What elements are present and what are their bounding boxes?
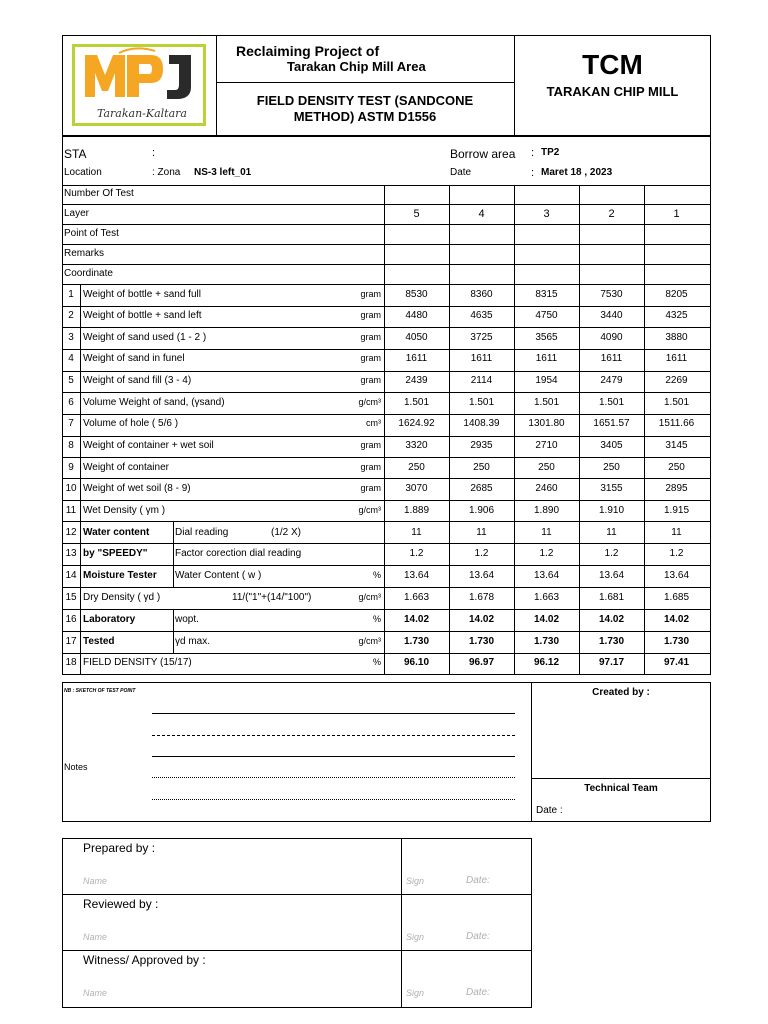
row-unit: % [372, 570, 381, 580]
technical-team-label: Technical Team [584, 783, 658, 794]
row-description: Weight of bottle + sand left [83, 310, 202, 321]
row-value: 4635 [470, 310, 493, 321]
row-value: 13.64 [533, 570, 560, 581]
row-group-label: Moisture Tester [83, 570, 157, 581]
row-unit: % [372, 614, 381, 624]
row-description: Volume of hole ( 5/6 ) [83, 418, 179, 429]
row-number: 7 [68, 418, 74, 429]
date-colon: : [531, 167, 535, 179]
row-value: 1.906 [468, 505, 495, 516]
row-value: 1.915 [663, 505, 690, 516]
row-value: 1.663 [533, 592, 560, 603]
row-value: 11 [476, 527, 487, 538]
remarks-label: Remarks [64, 248, 105, 259]
borrow-area-colon: : [531, 147, 535, 159]
row-value: 2439 [405, 375, 428, 386]
reviewed-name-field[interactable]: Name [83, 932, 108, 942]
reviewed-by-label: Reviewed by : [83, 897, 159, 911]
sta-label: STA [64, 147, 87, 161]
row-number: 1 [68, 289, 74, 300]
row-value: 4090 [600, 332, 623, 343]
notes-line-1 [152, 713, 515, 714]
notes-line-2 [152, 735, 515, 736]
prepared-by-label: Prepared by : [83, 841, 156, 855]
row-value: 96.12 [533, 657, 560, 668]
row-number: 17 [65, 636, 77, 647]
sketch-label: NB : SKETCH OF TEST POINT [64, 688, 136, 694]
layer-value: 3 [543, 208, 550, 220]
row-description: Dry Density ( γd ) [83, 592, 161, 603]
row-value: 2479 [600, 375, 623, 386]
date-label: Date [450, 167, 472, 178]
layer-value: 2 [608, 208, 615, 220]
row-description: Wet Density ( γm ) [83, 505, 166, 516]
row-group-label: Water content [83, 527, 150, 538]
row-value: 3405 [600, 440, 623, 451]
row-value: 1.889 [403, 505, 430, 516]
row-unit: g/cm³ [358, 397, 381, 407]
notes-line-5 [152, 799, 515, 800]
row-value: 96.97 [468, 657, 495, 668]
row-value: 13.64 [663, 570, 690, 581]
row-value: 3880 [665, 332, 688, 343]
row-value: 11 [671, 527, 682, 538]
row-value: 1611 [535, 353, 558, 364]
sta-colon: : [152, 147, 156, 159]
row-value: 250 [668, 462, 685, 473]
row-value: 1611 [600, 353, 623, 364]
row-value: 1.730 [403, 636, 430, 647]
row-value: 1.2 [474, 548, 489, 559]
logo-tagline: Tarakan-Kaltara [97, 107, 187, 120]
row-description: Water Content ( w ) [175, 570, 262, 581]
row-value: 14.02 [663, 614, 690, 625]
row-value: 96.10 [403, 657, 430, 668]
prepared-sign-field[interactable]: Sign [406, 876, 425, 886]
row-value: 1.890 [533, 505, 560, 516]
coordinate-label: Coordinate [64, 268, 113, 279]
row-description: FIELD DENSITY (15/17) [83, 657, 192, 668]
row-value: 250 [603, 462, 620, 473]
row-value: 250 [408, 462, 425, 473]
layer-label: Layer [64, 208, 90, 219]
row-value: 14.02 [533, 614, 560, 625]
borrow-area-value: TP2 [541, 147, 560, 158]
layer-value: 5 [413, 208, 420, 220]
row-number: 9 [68, 462, 74, 473]
row-value: 8315 [535, 289, 558, 300]
row-value: 11 [606, 527, 617, 538]
row-value: 11 [411, 527, 422, 538]
row-unit: gram [360, 483, 381, 493]
row-number: 8 [68, 440, 74, 451]
row-number: 16 [65, 614, 77, 625]
test-title-line-1: FIELD DENSITY TEST (SANDCONE [256, 93, 474, 108]
signature-box [62, 838, 532, 1008]
approved-name-field[interactable]: Name [83, 988, 108, 998]
row-unit: gram [360, 353, 381, 363]
date-value: Maret 18 , 2023 [541, 167, 613, 178]
row-value: 4480 [405, 310, 428, 321]
row-value: 1.2 [604, 548, 619, 559]
row-description: Volume Weight of sand, (γsand) [83, 397, 225, 408]
row-value: 1.2 [409, 548, 424, 559]
row-value: 1.501 [663, 397, 690, 408]
row-value: 1651.57 [593, 418, 630, 429]
row-value: 1.678 [468, 592, 495, 603]
row-unit: gram [360, 440, 381, 450]
row-number: 14 [65, 570, 77, 581]
row-value: 3565 [535, 332, 558, 343]
company-logo [72, 44, 206, 126]
row-value: 2895 [665, 483, 688, 494]
notes-box [62, 682, 711, 822]
row-value: 97.17 [598, 657, 625, 668]
row-value: 1.501 [598, 397, 625, 408]
row-unit: cm³ [366, 418, 381, 428]
row-value: 4750 [535, 310, 558, 321]
row-formula: 11/("1"+(14/"100") [232, 592, 312, 603]
row-value: 14.02 [468, 614, 495, 625]
row-value: 13.64 [598, 570, 625, 581]
row-value: 1511.66 [658, 418, 695, 429]
row-description: Factor corection dial reading [175, 548, 302, 559]
row-number: 18 [65, 657, 77, 668]
row-value: 3440 [600, 310, 623, 321]
row-value: 1611 [470, 353, 493, 364]
row-value: 1.681 [598, 592, 625, 603]
row-description: Weight of sand used (1 - 2 ) [83, 332, 207, 343]
row-value: 1.2 [539, 548, 554, 559]
row-value: 1408.39 [463, 418, 500, 429]
row-value: 4050 [405, 332, 428, 343]
layer-value: 1 [673, 208, 680, 220]
row-value: 14.02 [598, 614, 625, 625]
test-title-line-2: METHOD) ASTM D1556 [293, 109, 437, 124]
row-unit: g/cm³ [358, 592, 381, 602]
row-value: 1.910 [598, 505, 625, 516]
row-number: 6 [68, 397, 74, 408]
row-number: 2 [68, 310, 74, 321]
row-value: 2935 [470, 440, 493, 451]
layer-value: 4 [478, 208, 485, 220]
row-unit: % [372, 657, 381, 667]
prepared-date-field[interactable]: Date: [466, 875, 490, 886]
location-label: Location [64, 167, 102, 178]
number-of-test-label: Number Of Test [64, 188, 134, 199]
row-value: 1.663 [403, 592, 430, 603]
notes-label: Notes [64, 762, 88, 772]
row-value: 250 [473, 462, 490, 473]
row-value: 1.501 [468, 397, 495, 408]
row-value: 1.501 [533, 397, 560, 408]
row-unit: gram [360, 462, 381, 472]
row-description: Weight of sand in funel [83, 353, 185, 364]
row-number: 13 [65, 548, 77, 559]
row-value: 8205 [665, 289, 688, 300]
company-name: TARAKAN CHIP MILL [546, 84, 679, 99]
created-by-label: Created by : [592, 687, 650, 698]
row-description: γd max. [175, 636, 211, 647]
row-description: Weight of bottle + sand full [83, 289, 201, 300]
row-value: 13.64 [403, 570, 430, 581]
row-description: Dial reading [175, 527, 229, 538]
row-formula: (1/2 X) [271, 527, 302, 538]
row-value: 1.2 [669, 548, 684, 559]
project-line-2: Tarakan Chip Mill Area [287, 59, 426, 74]
row-value: 1954 [535, 375, 558, 386]
row-number: 5 [68, 375, 74, 386]
row-value: 2685 [470, 483, 493, 494]
row-group-label: by "SPEEDY" [83, 548, 148, 559]
row-value: 8360 [470, 289, 493, 300]
approved-sign-field[interactable]: Sign [406, 988, 425, 998]
row-unit: gram [360, 375, 381, 385]
row-description: Weight of sand fill (3 - 4) [83, 375, 192, 386]
row-value: 1611 [405, 353, 428, 364]
row-number: 11 [65, 505, 77, 516]
row-value: 2460 [535, 483, 558, 494]
approved-by-label: Witness/ Approved by : [83, 953, 206, 967]
row-description: Weight of container [83, 462, 169, 473]
row-description: Weight of container + wet soil [83, 440, 214, 451]
row-value: 3070 [405, 483, 428, 494]
notes-line-4 [152, 777, 515, 778]
project-line-1: Reclaiming Project of [236, 43, 380, 59]
row-group-label: Laboratory [83, 614, 136, 625]
row-description: wopt. [175, 614, 199, 625]
approved-date-field[interactable]: Date: [466, 987, 490, 998]
location-value: NS-3 left_01 [194, 167, 252, 178]
row-unit: g/cm³ [358, 636, 381, 646]
notes-line-3 [152, 756, 515, 757]
row-value: 13.64 [468, 570, 495, 581]
row-value: 2710 [535, 440, 558, 451]
created-date-label: Date : [536, 805, 563, 816]
row-number: 10 [65, 483, 77, 494]
row-value: 11 [541, 527, 552, 538]
row-value: 250 [538, 462, 555, 473]
row-value: 1.730 [533, 636, 560, 647]
row-value: 1301.80 [528, 418, 565, 429]
row-description: Weight of wet soil (8 - 9) [83, 483, 191, 494]
row-number: 15 [65, 592, 77, 603]
row-value: 3725 [470, 332, 493, 343]
row-value: 1.685 [663, 592, 690, 603]
row-value: 97.41 [663, 657, 690, 668]
location-prefix: : Zona [152, 167, 181, 178]
row-value: 8530 [405, 289, 428, 300]
row-value: 7530 [600, 289, 623, 300]
row-value: 1.730 [468, 636, 495, 647]
row-value: 3320 [405, 440, 428, 451]
row-unit: g/cm³ [358, 505, 381, 515]
row-value: 1.730 [663, 636, 690, 647]
row-value: 1624.92 [398, 418, 435, 429]
row-number: 3 [68, 332, 74, 343]
row-value: 14.02 [403, 614, 430, 625]
row-number: 12 [65, 527, 77, 538]
reviewed-sign-field[interactable]: Sign [406, 932, 425, 942]
row-value: 4325 [665, 310, 688, 321]
prepared-name-field[interactable]: Name [83, 876, 108, 886]
row-number: 4 [68, 353, 74, 364]
row-value: 3155 [600, 483, 623, 494]
row-unit: gram [360, 332, 381, 342]
point-of-test-label: Point of Test [64, 228, 119, 239]
row-value: 1611 [665, 353, 688, 364]
company-code: TCM [582, 49, 643, 80]
borrow-area-label: Borrow area [450, 147, 516, 161]
row-value: 2114 [470, 375, 493, 386]
reviewed-date-field[interactable]: Date: [466, 931, 490, 942]
row-value: 1.730 [598, 636, 625, 647]
row-group-label: Tested [83, 636, 115, 647]
row-value: 3145 [665, 440, 688, 451]
row-value: 1.501 [403, 397, 430, 408]
row-value: 2269 [665, 375, 688, 386]
row-unit: gram [360, 310, 381, 320]
row-unit: gram [360, 289, 381, 299]
